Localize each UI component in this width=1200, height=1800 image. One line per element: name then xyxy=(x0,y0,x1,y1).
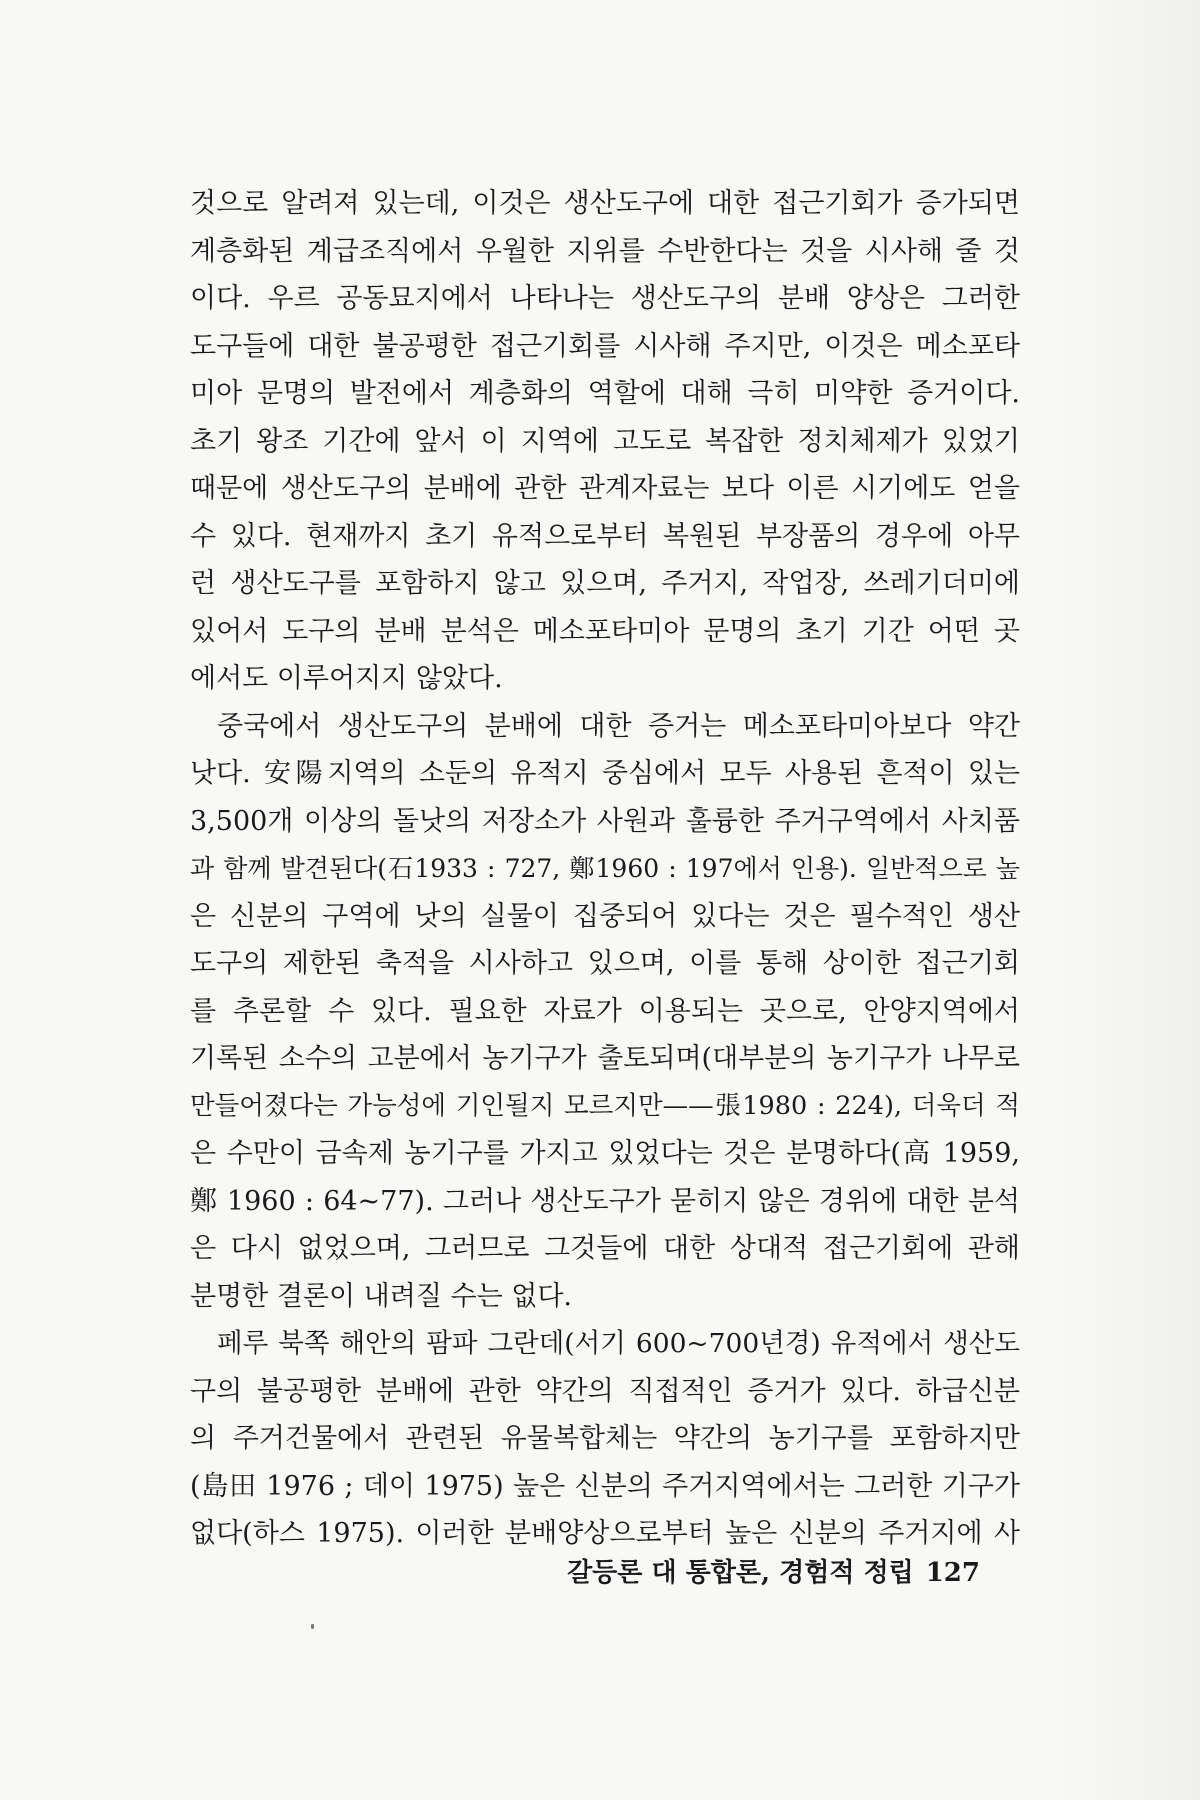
text-line: 없다(하스 1975). 이러한 분배양상으로부터 높은 신분의 주거지에 사 xyxy=(190,1518,1020,1549)
text-line: 도구의 제한된 축적을 시사하고 있으며, 이를 통해 상이한 접근기회 xyxy=(190,948,1020,979)
text-line: 것으로 알려져 있는데, 이것은 생산도구에 대한 접근기회가 증가되면 xyxy=(190,188,1020,219)
text-line: 런 생산도구를 포함하지 않고 있으며, 주거지, 작업장, 쓰레기더미에 xyxy=(190,568,1020,599)
scan-speck xyxy=(311,1624,314,1629)
page-edge-shadow xyxy=(1050,0,1200,1800)
text-line: 만들어졌다는 가능성에 기인될지 모르지만——張1980 : 224), 더욱더 적 xyxy=(190,1090,1020,1121)
text-line: 페루 북쪽 해안의 팜파 그란데(서기 600~700년경) 유적에서 생산도 xyxy=(217,1328,1020,1359)
body-text xyxy=(190,180,1020,1558)
text-line: 낫다. 安陽지역의 소둔의 유적지 중심에서 모두 사용된 흔적이 있는 xyxy=(190,758,1020,789)
text-line: 은 신분의 구역에 낫의 실물이 집중되어 있다는 것은 필수적인 생산 xyxy=(190,900,1020,932)
text-line: 鄭 1960 : 64~77). 그러나 생산도구가 묻히지 않은 경위에 대한 분석 xyxy=(190,1185,1020,1217)
page-number: 127 xyxy=(925,1558,980,1588)
text-line: 초기 왕조 기간에 앞서 이 지역에 고도로 복잡한 정치체제가 있었기 xyxy=(190,425,1020,457)
text-line: 이다. 우르 공동묘지에서 나타나는 생산도구의 분배 양상은 그러한 xyxy=(190,283,1020,314)
text-line: 구의 불공평한 분배에 관한 약간의 직접적인 증거가 있다. 하급신분 xyxy=(190,1375,1020,1407)
text-line: 에서도 이루어지지 않았다. xyxy=(190,663,503,694)
text-line: 3,500개 이상의 돌낫의 저장소가 사원과 훌륭한 주거구역에서 사치품 xyxy=(190,805,1020,837)
text-line: 때문에 생산도구의 분배에 관한 관계자료는 보다 이른 시기에도 얻을 xyxy=(190,473,1020,504)
text-line: 은 다시 없었으며, 그러므로 그것들에 대한 상대적 접근기회에 관해 xyxy=(190,1233,1020,1264)
text-line: 도구들에 대한 불공평한 접근기회를 시사해 주지만, 이것은 메소포타 xyxy=(190,330,1020,362)
text-line: 를 추론할 수 있다. 필요한 자료가 이용되는 곳으로, 안양지역에서 xyxy=(190,995,1020,1027)
text-line: (島田 1976 ; 데이 1975) 높은 신분의 주거지역에서는 그러한 기구가 xyxy=(190,1470,1020,1502)
text-line: 중국에서 생산도구의 분배에 대한 증거는 메소포타미아보다 약간 xyxy=(217,710,1020,742)
text-line: 수 있다. 현재까지 초기 유적으로부터 복원된 부장품의 경우에 아무 xyxy=(190,520,1020,552)
text-line: 기록된 소수의 고분에서 농기구가 출토되며(대부분의 농기구가 나무로 xyxy=(190,1043,1020,1074)
text-line: 과 함께 발견된다(石1933 : 727, 鄭1960 : 197에서 인용). 일반적으로 높 xyxy=(190,854,1020,883)
text-line: 의 주거건물에서 관련된 유물복합체는 약간의 농기구를 포함하지만 xyxy=(190,1423,1020,1454)
running-title: 갈등론 대 통합론, 경험적 정립 xyxy=(567,1558,914,1588)
text-line: 계층화된 계급조직에서 우월한 지위를 수반한다는 것을 시사해 줄 것 xyxy=(190,235,1020,267)
text-line: 은 수만이 금속제 농기구를 가지고 있었다는 것은 분명하다(高 1959, xyxy=(190,1138,1020,1169)
text-line: 분명한 결론이 내려질 수는 없다. xyxy=(190,1280,572,1312)
text-line: 미아 문명의 발전에서 계층화의 역할에 대해 극히 미약한 증거이다. xyxy=(190,378,1020,409)
page-footer xyxy=(560,1552,980,1589)
text-line: 있어서 도구의 분배 분석은 메소포타미아 문명의 초기 기간 어떤 곳 xyxy=(190,615,1020,647)
